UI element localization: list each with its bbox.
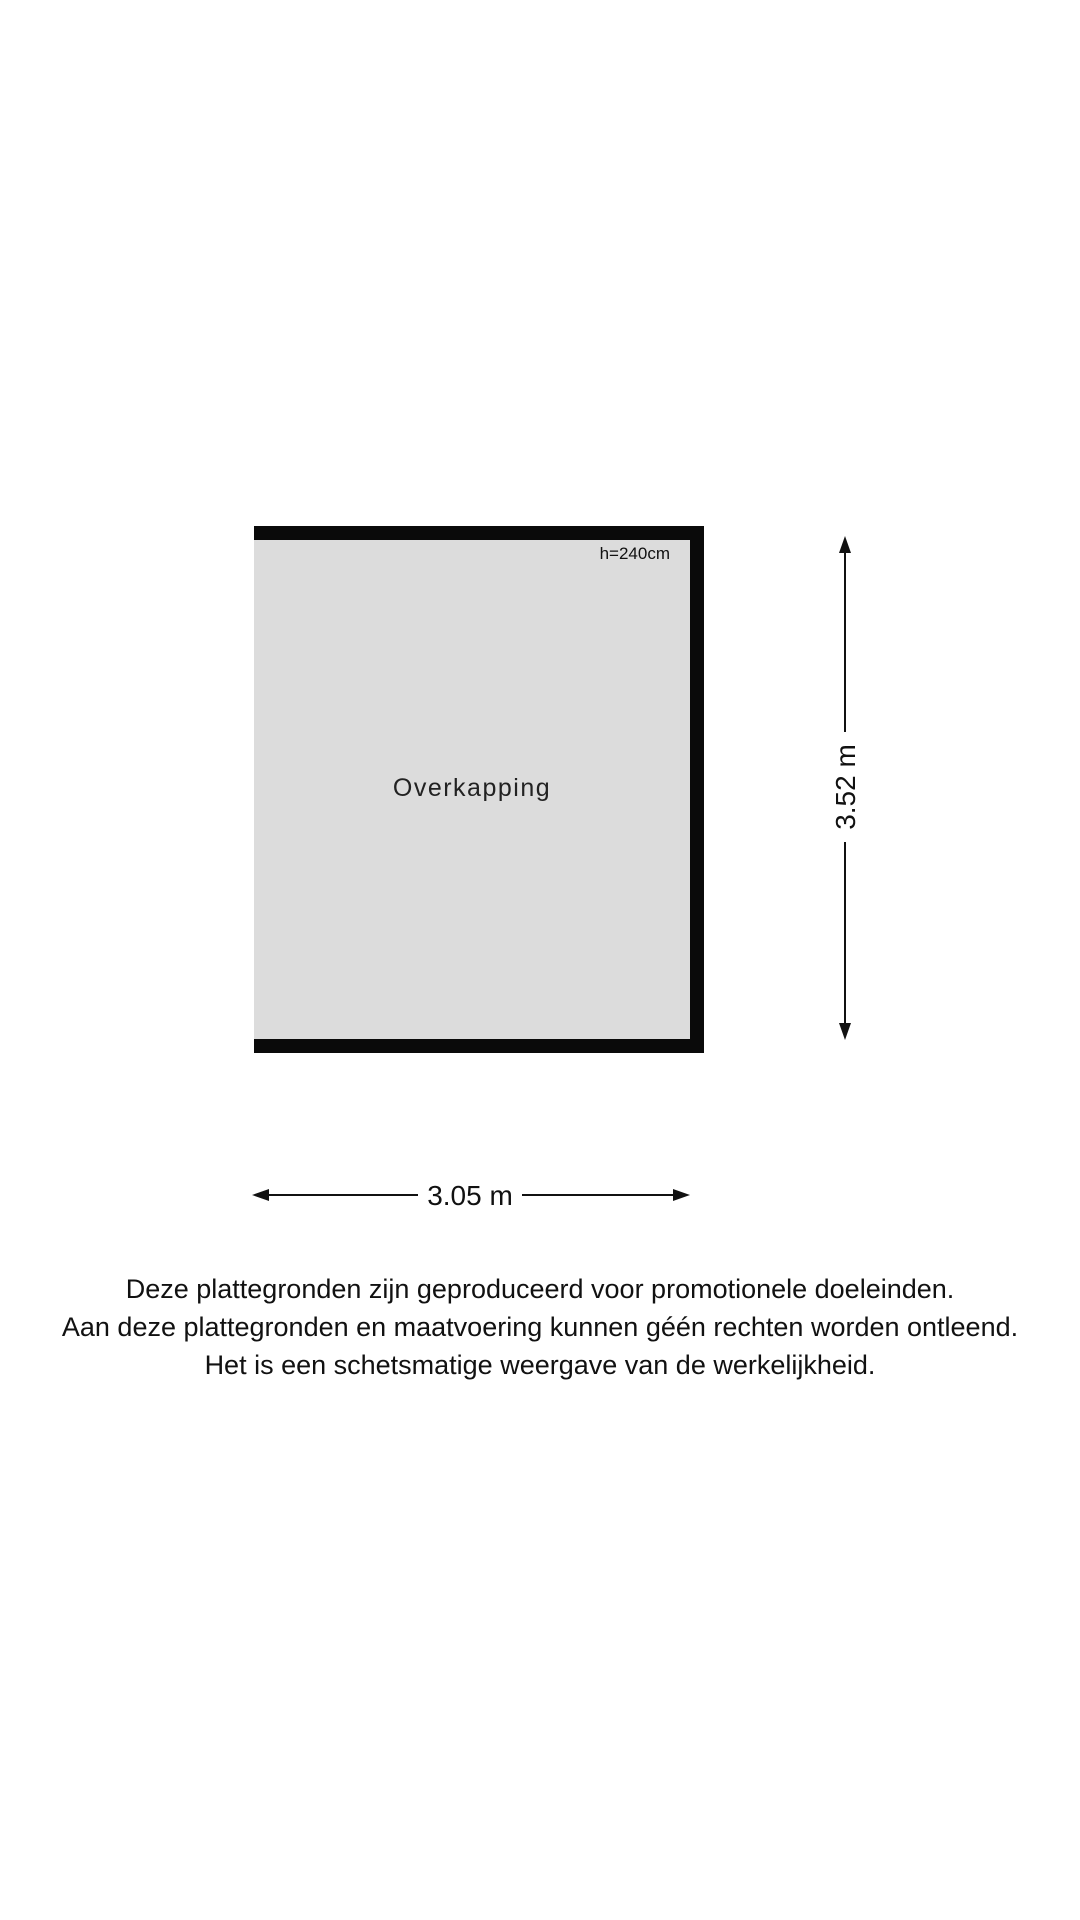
height-label: h=240cm (599, 544, 670, 563)
width-label: 3.05 m (427, 1180, 513, 1211)
disclaimer (0, 1270, 1080, 1384)
arrow-down-icon (839, 1023, 851, 1040)
arrow-right-icon (673, 1189, 690, 1201)
wall-bottom (254, 1039, 704, 1053)
disclaimer-line-3: Het is een schetsmatige weergave van de werkelijkheid. (204, 1350, 876, 1380)
width-dimension (252, 1180, 690, 1211)
depth-dimension (830, 536, 861, 1040)
wall-top (254, 526, 704, 540)
room-name-label: Overkapping (392, 774, 552, 802)
disclaimer-line-2: Aan deze plattegronden en maatvoering kunnen géén rechten worden ontleend. (61, 1312, 1019, 1342)
wall-right (690, 526, 704, 1053)
disclaimer-line-1: Deze plattegronden zijn geproduceerd voor promotionele doeleinden. (125, 1274, 955, 1304)
arrow-up-icon (839, 536, 851, 553)
arrow-left-icon (252, 1189, 269, 1201)
depth-label: 3.52 m (830, 744, 861, 830)
